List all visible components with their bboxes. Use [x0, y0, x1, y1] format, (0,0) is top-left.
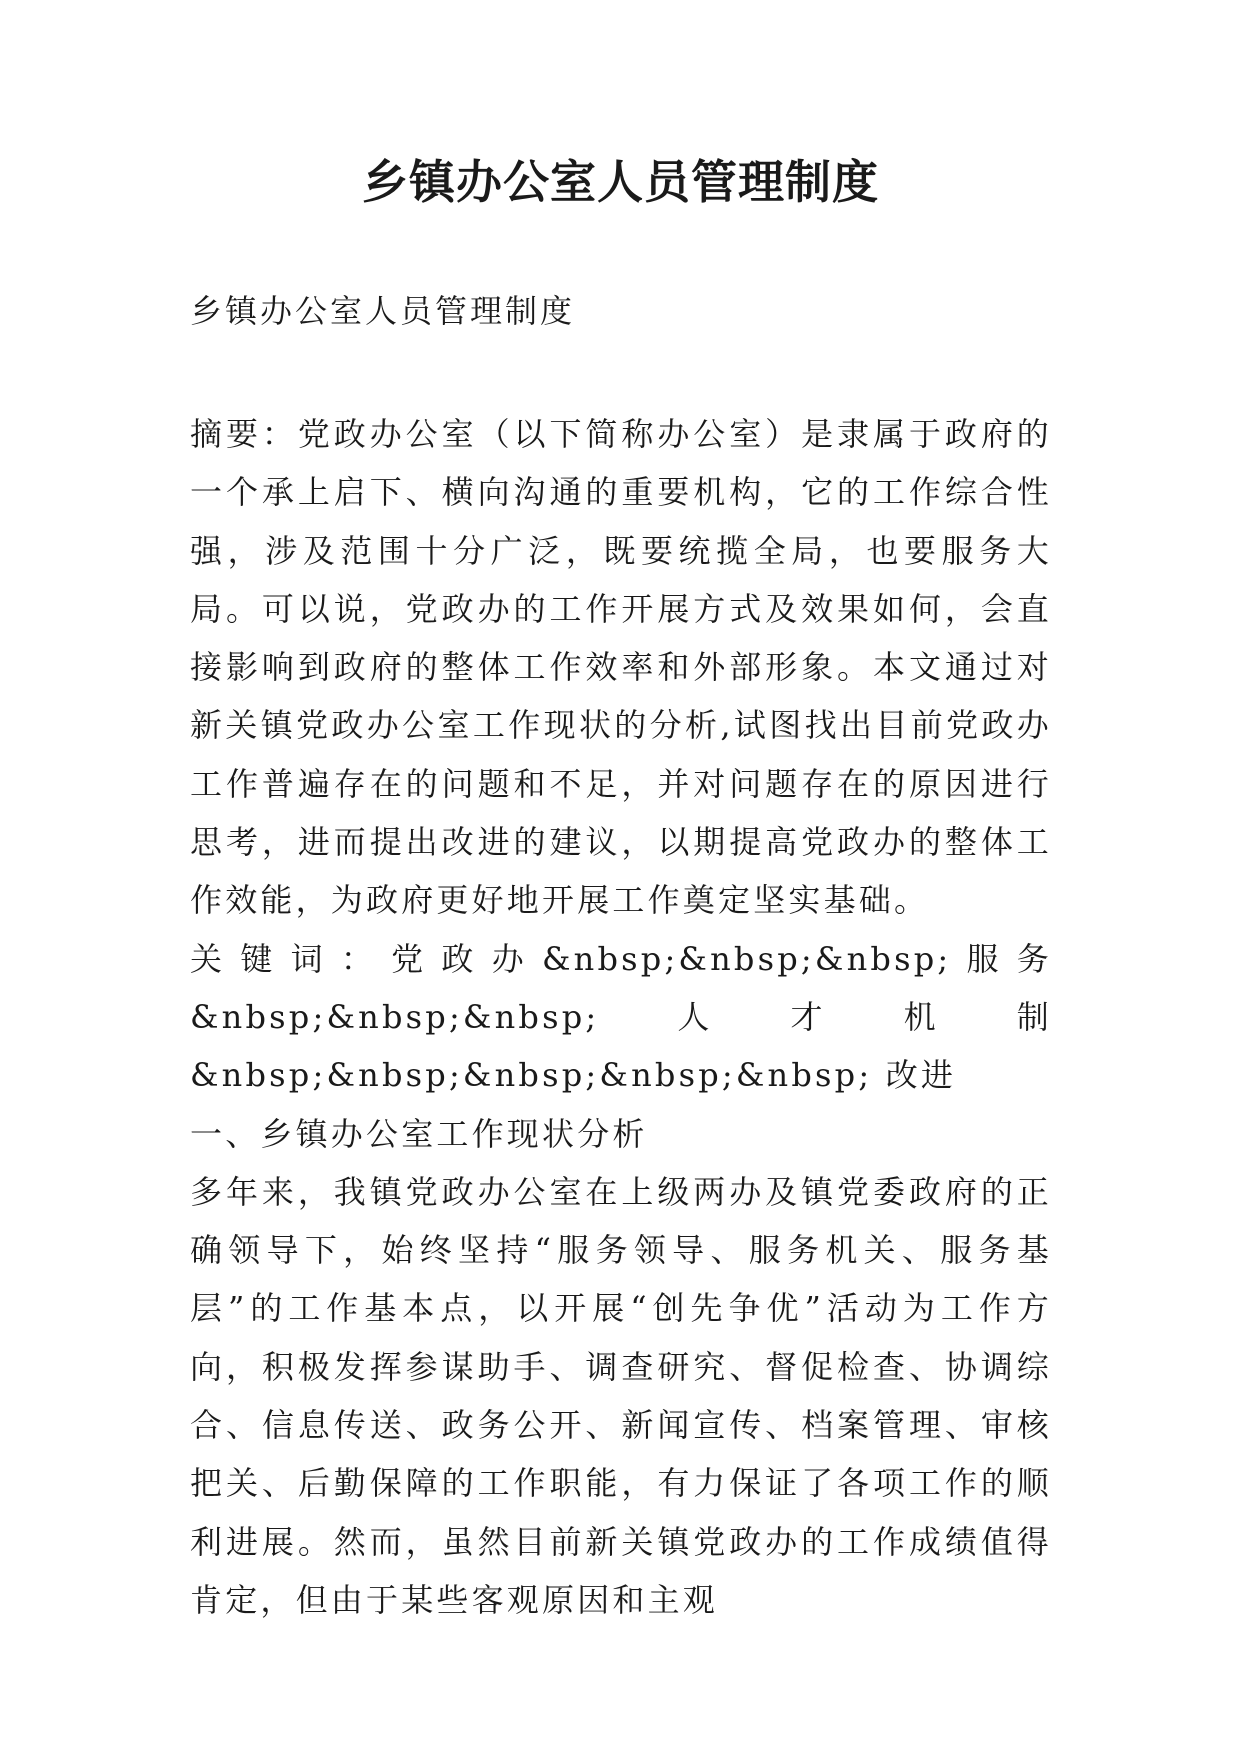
keywords-line-1 [190, 930, 1052, 988]
keyword-char: 机 [903, 997, 939, 1036]
keywords-block [190, 930, 1052, 1105]
keyword-char: 务 [1016, 939, 1052, 978]
keyword-text: &nbsp;&nbsp;&nbsp;&nbsp;&nbsp; 改进 [190, 1056, 957, 1095]
document-title: 乡镇办公室人员管理制度 [362, 155, 879, 209]
keyword-char: &nbsp;&nbsp;&nbsp; [541, 939, 952, 978]
keywords-line-2 [190, 988, 1052, 1046]
keyword-char: 才 [790, 997, 826, 1036]
keyword-char: 人 [677, 997, 713, 1036]
keyword-char: 服 [966, 939, 1002, 978]
keyword-char: 制 [1016, 997, 1052, 1036]
keyword-char: 词 [290, 939, 326, 978]
section-paragraph: 多年来，我镇党政办公室在上级两办及镇党委政府的正确领导下，始终坚持“服务领导、服务机关、服务基层”的工作基本点，以开展“创先争优”活动为工作方向，积极发挥参谋助手、调查研究、督促检查、协调综合、信息传送、政务公开、新闻宣传、档案管理、审核把关、后勤保障的工作职能，有力保证了各项工作的顺利进展。然而，虽然目前新关镇党政办的工作成绩值得肯定，但由于某些客观原因和主观 [190, 1172, 1052, 1619]
keyword-char: 键 [240, 939, 276, 978]
section-heading: 一、乡镇办公室工作现状分析 [190, 1114, 648, 1153]
document-subtitle: 乡镇办公室人员管理制度 [190, 292, 576, 330]
keywords-line-3 [190, 1046, 1052, 1104]
document-body [190, 405, 1052, 1629]
keyword-char: &nbsp;&nbsp;&nbsp; [190, 997, 600, 1036]
abstract-paragraph: 摘要：党政办公室（以下简称办公室）是隶属于政府的一个承上启下、横向沟通的重要机构，它的工作综合性强，涉及范围十分广泛，既要统揽全局，也要服务大局。可以说，党政办的工作开展方式及效果如何，会直接影响到政府的整体工作效率和外部形象。本文通过对新关镇党政办公室工作现状的分析,试图找出目前党政办工作普遍存在的问题和不足，并对问题存在的原因进行思考，进而提出改进的建议，以期提高党政办的整体工作效能，为政府更好地开展工作奠定坚实基础。 [190, 415, 1052, 920]
keyword-char: 政 [441, 939, 477, 978]
keyword-char: 关 [190, 939, 226, 978]
keyword-char: 办 [491, 939, 527, 978]
keyword-char: 党 [391, 939, 427, 978]
keyword-char: ： [340, 939, 377, 978]
